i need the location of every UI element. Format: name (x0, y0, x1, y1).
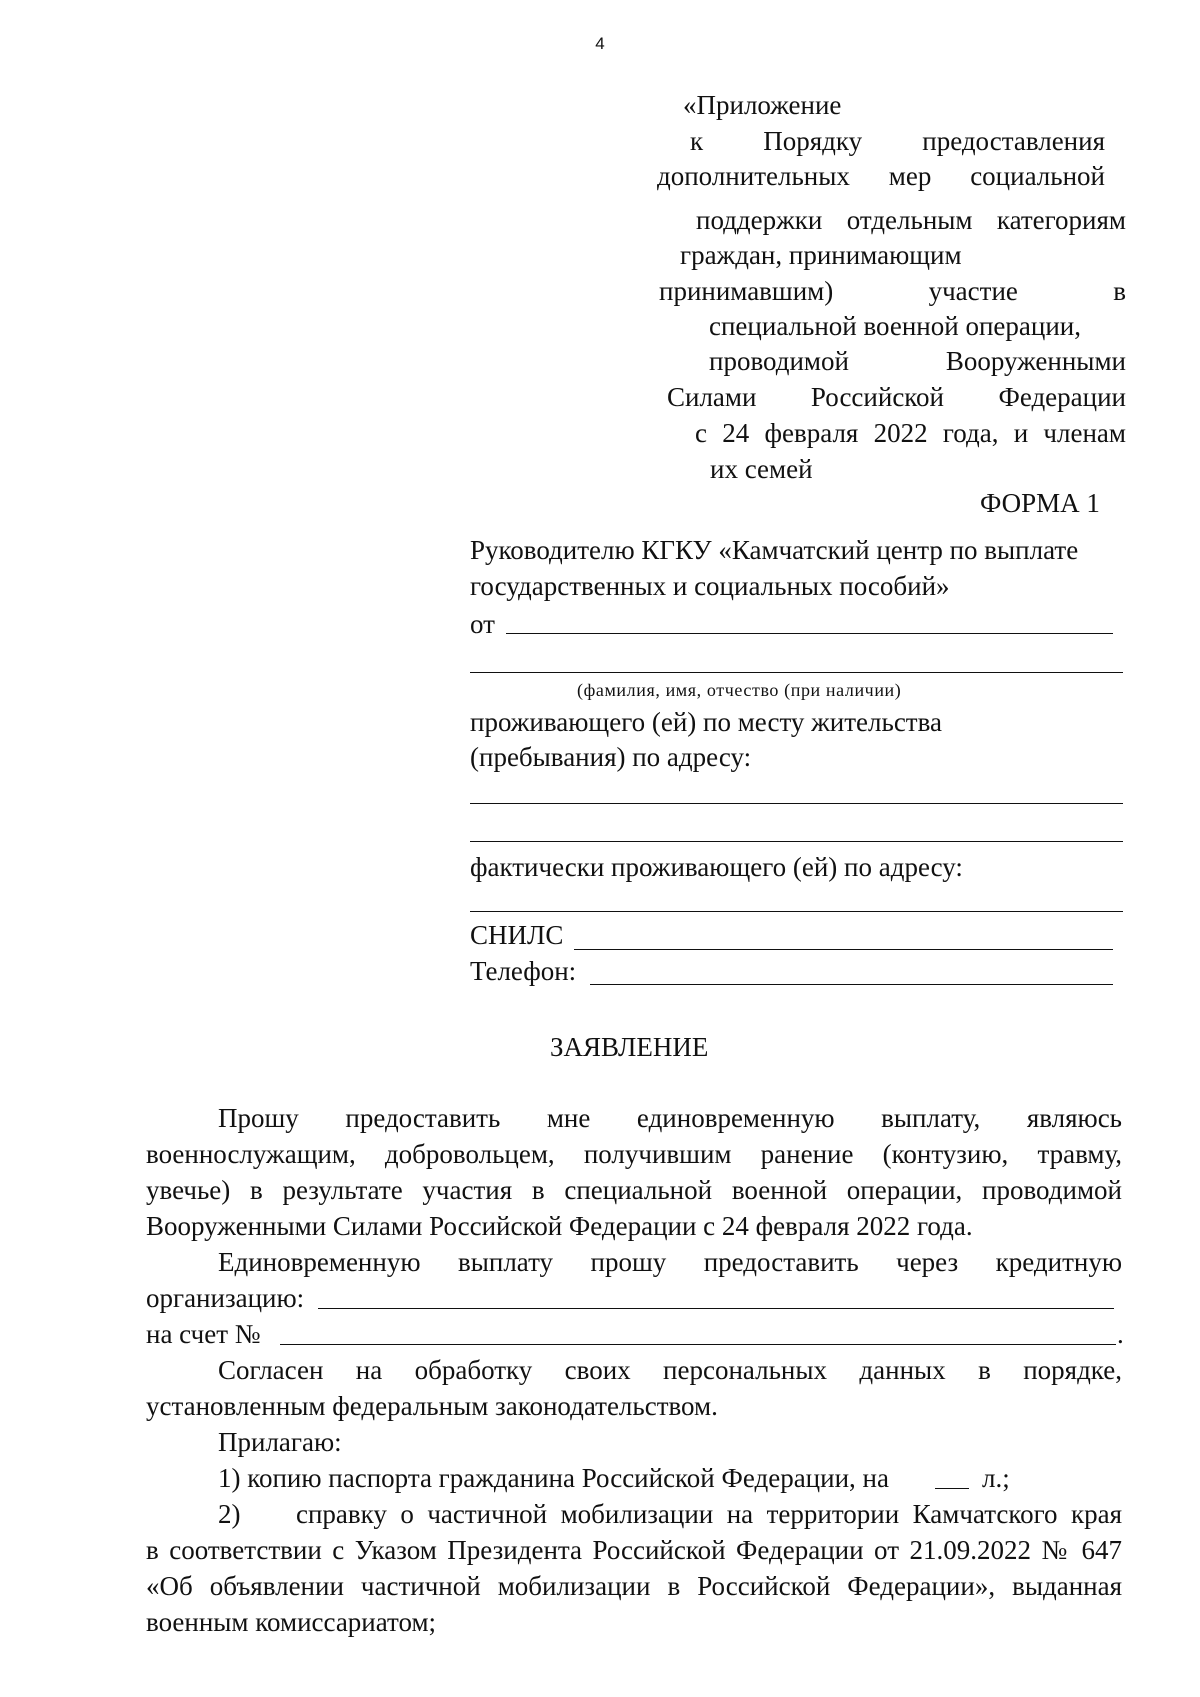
actual-address-label: фактически проживающего (ей) по адресу: (470, 852, 963, 882)
paragraph-line: Единовременную выплату прошу предоставить через кредитную (218, 1247, 1122, 1277)
from-field[interactable] (506, 633, 1113, 634)
attachment-item-2: в соответствии с Указом Президента Российской Федерации от 21.09.2022 № 647 (146, 1535, 1122, 1565)
document-title: ЗАЯВЛЕНИЕ (550, 1032, 709, 1062)
snils-label: СНИЛС (470, 920, 564, 950)
attachment-item-1: 1) копию паспорта гражданина Российской Федерации, на (218, 1463, 889, 1493)
attachment-item-2: справку о частичной мобилизации на территории Камчатского края (296, 1499, 1122, 1529)
attachment-item-2-number: 2) (218, 1499, 241, 1529)
form-label: ФОРМА 1 (980, 488, 1100, 518)
residence-address-field[interactable] (470, 803, 1123, 804)
attachments-label: Прилагаю: (218, 1427, 342, 1457)
appendix-line: поддержки отдельным категориям (696, 205, 1126, 235)
appendix-line: их семей (710, 454, 813, 484)
recipient-line: Руководителю КГКУ «Камчатский центр по выплате (470, 535, 1079, 565)
from-label: от (470, 609, 495, 639)
appendix-line: граждан, принимающим (680, 240, 962, 270)
phone-label: Телефон: (470, 956, 577, 986)
passport-pages-field[interactable] (935, 1488, 969, 1489)
residence-label: (пребывания) по адресу: (470, 742, 752, 772)
attachment-item-2: военным комиссариатом; (146, 1607, 437, 1637)
credit-org-field[interactable] (318, 1308, 1114, 1309)
paragraph-line: Вооруженными Силами Российской Федерации с 24 февраля 2022 года. (146, 1211, 973, 1241)
paragraph-line: Прошу предоставить мне единовременную выплату, являюсь (218, 1103, 1122, 1133)
paragraph-line: установленным федеральным законодательством. (146, 1391, 718, 1421)
full-name-hint: (фамилия, имя, отчество (при наличии) (577, 680, 902, 700)
account-number-field[interactable] (280, 1344, 1116, 1345)
paragraph-line: военнослужащим, добровольцем, получившим ранение (контузию, травму, (146, 1139, 1122, 1169)
full-name-field[interactable] (470, 672, 1123, 673)
appendix-line: Силами Российской Федерации (667, 382, 1126, 412)
appendix-line: с 24 февраля 2022 года, и членам (695, 418, 1126, 448)
attachment-item-2: «Об объявлении частичной мобилизации в Российской Федерации», выданная (146, 1571, 1122, 1601)
paragraph-line: Согласен на обработку своих персональных данных в порядке, (218, 1355, 1122, 1385)
appendix-line: принимавшим) участие в (659, 276, 1126, 306)
appendix-line: «Приложение (683, 90, 842, 120)
paragraph-line: увечье) в результате участия в специальной военной операции, проводимой (146, 1175, 1122, 1205)
account-end: . (1117, 1319, 1124, 1349)
phone-field[interactable] (590, 984, 1113, 985)
residence-label: проживающего (ей) по месту жительства (470, 707, 942, 737)
recipient-line: государственных и социальных пособий» (470, 571, 950, 601)
appendix-line: к Порядку предоставления (690, 126, 1105, 156)
page-number: 4 (595, 34, 605, 53)
actual-address-field[interactable] (470, 911, 1123, 912)
attachment-item-1-suffix: л.; (982, 1463, 1010, 1493)
appendix-line: дополнительных мер социальной (657, 161, 1105, 191)
org-label: организацию: (146, 1283, 305, 1313)
residence-address-field[interactable] (470, 841, 1123, 842)
appendix-line: проводимой Вооруженными (709, 346, 1126, 376)
account-label: на счет № (146, 1319, 261, 1349)
snils-field[interactable] (574, 949, 1113, 950)
appendix-line: специальной военной операции, (709, 311, 1081, 341)
